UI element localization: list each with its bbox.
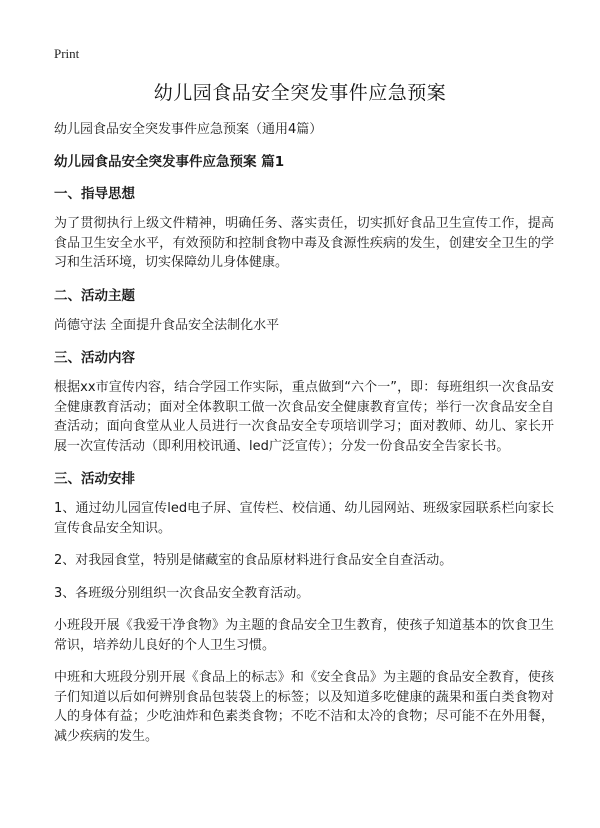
print-label: Print xyxy=(54,46,80,61)
document-body xyxy=(54,120,554,759)
paragraph: 为了贯彻执行上级文件精神，明确任务、落实责任，切实抓好食品卫生宣传工作，提高食品卫生安全水平，有效预防和控制食物中毒及食源性疾病的发生，创建安全卫生的学习和生活环境，切实保障幼儿身体健康。 xyxy=(54,216,554,270)
part-heading: 幼儿园食品安全突发事件应急预案 篇1 xyxy=(54,154,285,170)
paragraph: 2、对我园食堂，特别是储藏室的食品原材料进行食品安全自查活动。 xyxy=(54,553,453,568)
section-heading-arrangement: 三、活动安排 xyxy=(54,471,135,487)
section-heading-theme: 二、活动主题 xyxy=(54,287,135,304)
document-subtitle: 幼儿园食品安全突发事件应急预案（通用4篇） xyxy=(54,122,323,137)
paragraph: 1、通过幼儿园宣传led电子屏、宣传栏、校信通、幼儿园网站、班级家园联系栏向家长宣传食品安全知识。 xyxy=(54,501,554,536)
paragraph: 中班和大班段分别开展《食品上的标志》和《安全食品》为主题的食品安全教育，使孩子们知道以后如何辨别食品包装袋上的标签；以及知道多吃健康的蔬果和蛋白类食物对人的身体有益；少吃油炸和色素类食物；不吃不洁和太冷的食物；尽可能不在外用餐，减少疾病的发生。 xyxy=(54,670,554,744)
section-heading-guiding: 一、指导思想 xyxy=(54,186,135,202)
section-heading-content: 三、活动内容 xyxy=(54,350,135,366)
paragraph: 根据xx市宣传内容，结合学园工作实际，重点做到“六个一”，即：每班组织一次食品安全健康教育活动；面对全体教职工做一次食品安全健康教育宣传；举行一次食品安全自查活动；面向食堂从业人员进行一次食品安全专项培训学习；面对教师、幼儿、家长开展一次宣传活动（即利用校讯通、led广泛宣传）；分发一份食品安全告家长书。 xyxy=(54,380,554,454)
paragraph: 尚德守法 全面提升食品安全法制化水平 xyxy=(54,317,280,333)
document-title: 幼儿园食品安全突发事件应急预案 xyxy=(153,82,447,104)
paragraph: 小班段开展《我爱干净食物》为主题的食品安全卫生教育，使孩子知道基本的饮食卫生常识，培养幼儿良好的个人卫生习惯。 xyxy=(54,618,554,653)
paragraph: 3、各班级分别组织一次食品安全教育活动。 xyxy=(54,585,310,601)
